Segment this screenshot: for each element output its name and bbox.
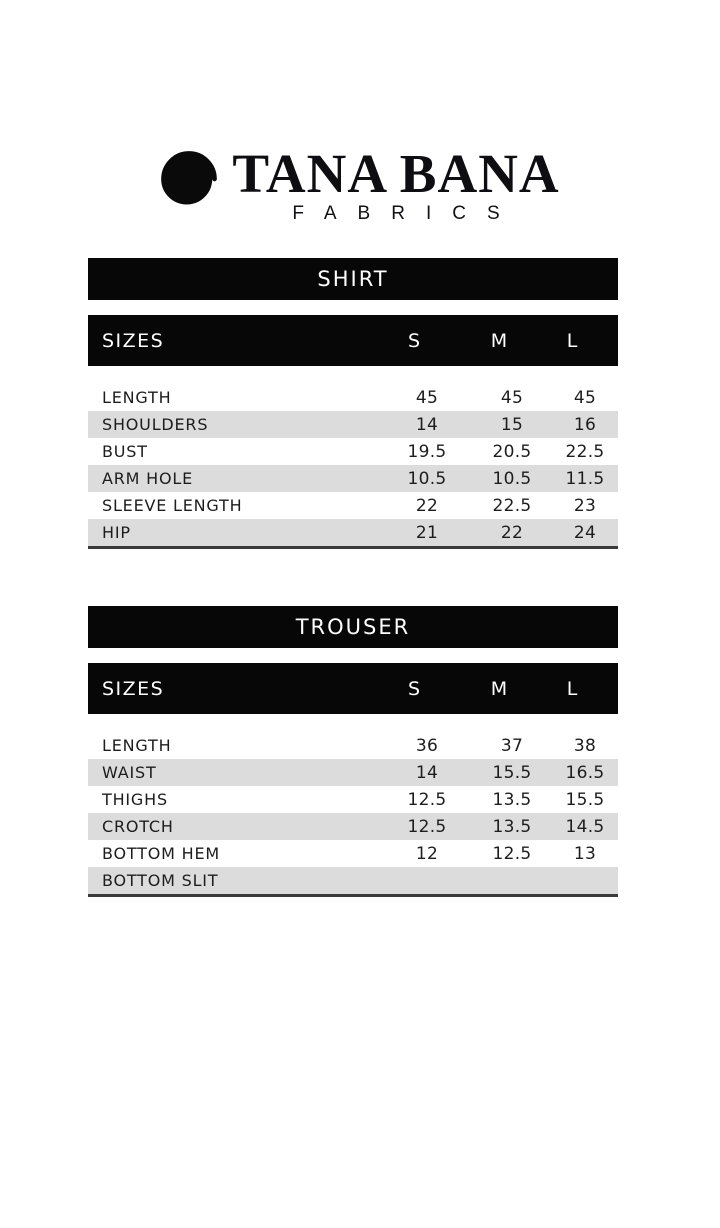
cell-value: 15.5 <box>492 762 532 783</box>
row-label: SLEEVE LENGTH <box>102 496 243 515</box>
cell-value: 10.5 <box>407 468 447 489</box>
cell-value: 16 <box>573 414 597 435</box>
row-label: LENGTH <box>102 388 172 407</box>
column-header-s: S <box>407 677 421 700</box>
row-label: LENGTH <box>102 736 172 755</box>
cell-value: 21 <box>415 522 439 543</box>
section-title-label: SHIRT <box>317 267 389 291</box>
cell-value: 20.5 <box>492 441 532 462</box>
section-title-trouser <box>88 606 618 648</box>
cell-value: 23 <box>573 495 597 516</box>
brand-name: TANA BANA <box>232 143 560 204</box>
column-header-s: S <box>407 329 421 352</box>
row-label: BUST <box>102 442 148 461</box>
cell-value: 12.5 <box>492 843 532 864</box>
cell-value: 13.5 <box>492 789 532 810</box>
cell-value: 13 <box>573 843 597 864</box>
row-label: BOTTOM SLIT <box>102 871 219 890</box>
cell-value: 45 <box>415 387 439 408</box>
cell-value: 22 <box>415 495 439 516</box>
trouser-table-header <box>88 663 618 714</box>
cell-value: 14 <box>415 762 439 783</box>
cell-value: 15.5 <box>565 789 605 810</box>
sizes-header-label: SIZES <box>102 677 165 700</box>
table-row <box>88 813 618 840</box>
cell-value: 16.5 <box>565 762 605 783</box>
cell-value: 15 <box>500 414 524 435</box>
table-row <box>88 411 618 438</box>
column-header-m: M <box>490 677 508 700</box>
cell-value: 14 <box>415 414 439 435</box>
brand-logo <box>0 143 720 227</box>
cell-value: 14.5 <box>565 816 605 837</box>
cell-value: 36 <box>415 735 439 756</box>
table-row <box>88 519 618 546</box>
cell-value: 22.5 <box>492 495 532 516</box>
column-header-l: L <box>566 677 578 700</box>
table-row <box>88 759 618 786</box>
cell-value: 12.5 <box>407 816 447 837</box>
spiral-logo-icon <box>160 150 218 208</box>
cell-value: 45 <box>573 387 597 408</box>
row-label: WAIST <box>102 763 157 782</box>
row-label: ARM HOLE <box>102 469 194 488</box>
row-label: THIGHS <box>102 790 168 809</box>
cell-value: 11.5 <box>565 468 605 489</box>
table-row <box>88 732 618 759</box>
row-label: BOTTOM HEM <box>102 844 220 863</box>
cell-value: 10.5 <box>492 468 532 489</box>
cell-value: 24 <box>573 522 597 543</box>
row-label: SHOULDERS <box>102 415 209 434</box>
cell-value: 22.5 <box>565 441 605 462</box>
cell-value: 12 <box>415 843 439 864</box>
cell-value: 13.5 <box>492 816 532 837</box>
cell-value: 38 <box>573 735 597 756</box>
shirt-table-header <box>88 315 618 366</box>
cell-value: 22 <box>500 522 524 543</box>
column-header-l: L <box>566 329 578 352</box>
cell-value: 19.5 <box>407 441 447 462</box>
section-title-shirt <box>88 258 618 300</box>
table-row <box>88 465 618 492</box>
table-row <box>88 786 618 813</box>
cell-value: 37 <box>500 735 524 756</box>
row-label: HIP <box>102 523 131 542</box>
section-title-label: TROUSER <box>295 615 411 639</box>
cell-value: 45 <box>500 387 524 408</box>
size-chart <box>88 258 618 897</box>
table-row <box>88 840 618 867</box>
sizes-header-label: SIZES <box>102 329 165 352</box>
shirt-table-rows <box>88 384 618 549</box>
table-row <box>88 438 618 465</box>
cell-value: 12.5 <box>407 789 447 810</box>
column-header-m: M <box>490 329 508 352</box>
table-row <box>88 492 618 519</box>
table-row <box>88 867 618 894</box>
brand-subtitle: FABRICS <box>292 203 521 224</box>
trouser-table-rows <box>88 732 618 897</box>
table-row <box>88 384 618 411</box>
row-label: CROTCH <box>102 817 174 836</box>
